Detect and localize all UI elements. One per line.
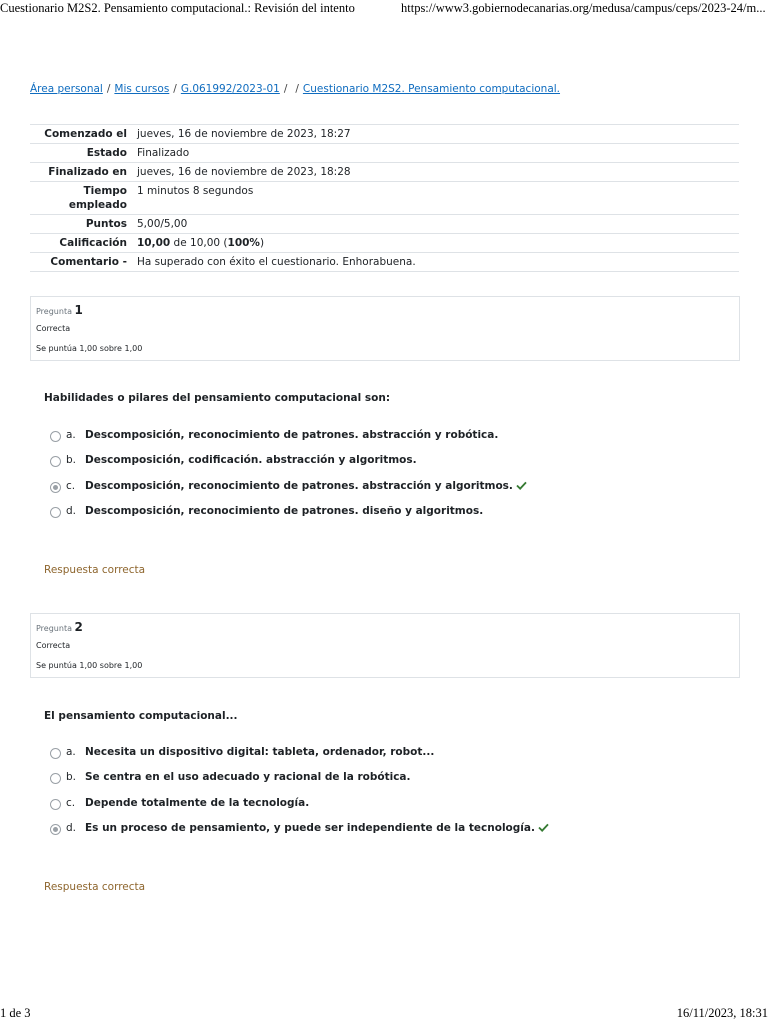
radio-icon[interactable]: [50, 773, 61, 784]
breadcrumb-separator: /: [106, 83, 111, 95]
breadcrumb-separator: /: [283, 83, 288, 95]
grade-total: de 10,00 (: [170, 237, 228, 249]
summary-value: jueves, 16 de noviembre de 2023, 18:28: [132, 163, 739, 182]
summary-value: 1 minutos 8 segundos: [132, 182, 739, 215]
question-grade: Se puntúa 1,00 sobre 1,00: [36, 661, 143, 670]
radio-icon[interactable]: [50, 507, 61, 518]
summary-label: Tiempo empleado: [30, 182, 132, 215]
print-footer-page: 1 de 3: [0, 1006, 31, 1020]
answer-letter: a.: [66, 429, 76, 441]
answer-option-selected[interactable]: [50, 822, 730, 840]
summary-row: [30, 234, 739, 253]
radio-checked-icon[interactable]: [50, 482, 61, 493]
question-info-box: [30, 296, 740, 361]
question-grade: Se puntúa 1,00 sobre 1,00: [36, 344, 143, 353]
question-number: [36, 620, 83, 634]
breadcrumb-separator: /: [295, 83, 299, 95]
answer-option[interactable]: [50, 454, 730, 472]
breadcrumb-mis-cursos[interactable]: Mis cursos: [114, 83, 170, 95]
summary-label: Comentario -: [30, 253, 132, 272]
grade-score: 10,00: [137, 237, 171, 249]
answer-feedback: Respuesta correcta: [44, 564, 146, 576]
breadcrumb: [30, 83, 560, 95]
answer-text: Se centra en el uso adecuado y racional de la robótica.: [85, 771, 411, 783]
radio-icon[interactable]: [50, 431, 61, 442]
summary-row: [30, 144, 739, 163]
summary-value: Ha superado con éxito el cuestionario. Enhorabuena.: [132, 253, 739, 272]
check-icon: [538, 823, 549, 832]
question-state: Correcta: [36, 641, 71, 650]
question-prefix: Pregunta: [36, 624, 72, 633]
answer-letter: c.: [66, 480, 76, 492]
summary-value: [132, 234, 739, 253]
summary-label: Comenzado el: [30, 125, 132, 144]
answer-letter: b.: [66, 454, 77, 466]
answer-option[interactable]: [50, 797, 730, 815]
breadcrumb-course-group[interactable]: /2023-01: [232, 83, 280, 95]
summary-label: Finalizado en: [30, 163, 132, 182]
answer-text-wrap: [85, 822, 549, 834]
question-number-value: 2: [74, 620, 83, 634]
summary-row: [30, 125, 739, 144]
breadcrumb-area-personal[interactable]: Área personal: [30, 83, 103, 95]
answer-option[interactable]: [50, 746, 730, 764]
question-prefix: Pregunta: [36, 307, 72, 316]
grade-close: ): [259, 237, 265, 249]
breadcrumb-quiz[interactable]: Cuestionario M2S2. Pensamiento computacional.: [302, 83, 561, 95]
question-state: Correcta: [36, 324, 71, 333]
summary-row: [30, 182, 739, 215]
breadcrumb-course[interactable]: G.061992: [180, 83, 233, 95]
print-header-title: Cuestionario M2S2. Pensamiento computacional.: Revisión del intento: [0, 1, 355, 15]
answer-letter: a.: [66, 746, 76, 758]
answer-option[interactable]: [50, 771, 730, 789]
summary-row: [30, 215, 739, 234]
question-text: Habilidades o pilares del pensamiento computacional son:: [44, 392, 391, 404]
question-text: El pensamiento computacional...: [44, 710, 238, 722]
summary-row: [30, 163, 739, 182]
answer-text: Necesita un dispositivo digital: tableta, ordenador, robot...: [85, 746, 435, 758]
question-number-value: 1: [74, 303, 83, 317]
answer-text: Depende totalmente de la tecnología.: [85, 797, 310, 809]
answer-option-selected[interactable]: [50, 480, 730, 498]
answer-letter: b.: [66, 771, 77, 783]
answer-text: Es un proceso de pensamiento, y puede ser independiente de la tecnología.: [85, 822, 535, 834]
answer-feedback: Respuesta correcta: [44, 881, 146, 893]
answer-letter: d.: [66, 822, 77, 834]
check-icon: [516, 481, 527, 490]
answer-text: Descomposición, codificación. abstracción y algoritmos.: [85, 454, 417, 466]
radio-icon[interactable]: [50, 748, 61, 759]
answer-text: Descomposición, reconocimiento de patrones. abstracción y algoritmos.: [85, 480, 513, 492]
answer-option[interactable]: [50, 505, 730, 523]
radio-checked-icon[interactable]: [50, 824, 61, 835]
radio-icon[interactable]: [50, 456, 61, 467]
print-footer-datetime: 16/11/2023, 18:31: [676, 1006, 768, 1020]
answer-option[interactable]: [50, 429, 730, 447]
breadcrumb-separator: /: [173, 83, 177, 95]
print-footer: [0, 1006, 768, 1024]
answer-letter: d.: [66, 505, 77, 517]
summary-label: Puntos: [30, 215, 132, 234]
answer-letter: c.: [66, 797, 76, 809]
question-info-box: [30, 613, 740, 678]
answer-text: Descomposición, reconocimiento de patrones. abstracción y robótica.: [85, 429, 499, 441]
summary-value: 5,00/5,00: [132, 215, 739, 234]
question-number: [36, 303, 83, 317]
answer-text: Descomposición, reconocimiento de patrones. diseño y algoritmos.: [85, 505, 484, 517]
print-header: [0, 0, 768, 20]
attempt-summary-table: [30, 124, 739, 272]
summary-value: jueves, 16 de noviembre de 2023, 18:27: [132, 125, 739, 144]
radio-icon[interactable]: [50, 799, 61, 810]
summary-label: Estado: [30, 144, 132, 163]
grade-percent: 100%: [227, 237, 260, 249]
summary-label: Calificación: [30, 234, 132, 253]
summary-value: Finalizado: [132, 144, 739, 163]
print-header-url: https://www3.gobiernodecanarias.org/medusa/campus/ceps/2023-24/m...: [401, 1, 766, 15]
answer-text-wrap: [85, 480, 527, 492]
summary-row: [30, 253, 739, 272]
